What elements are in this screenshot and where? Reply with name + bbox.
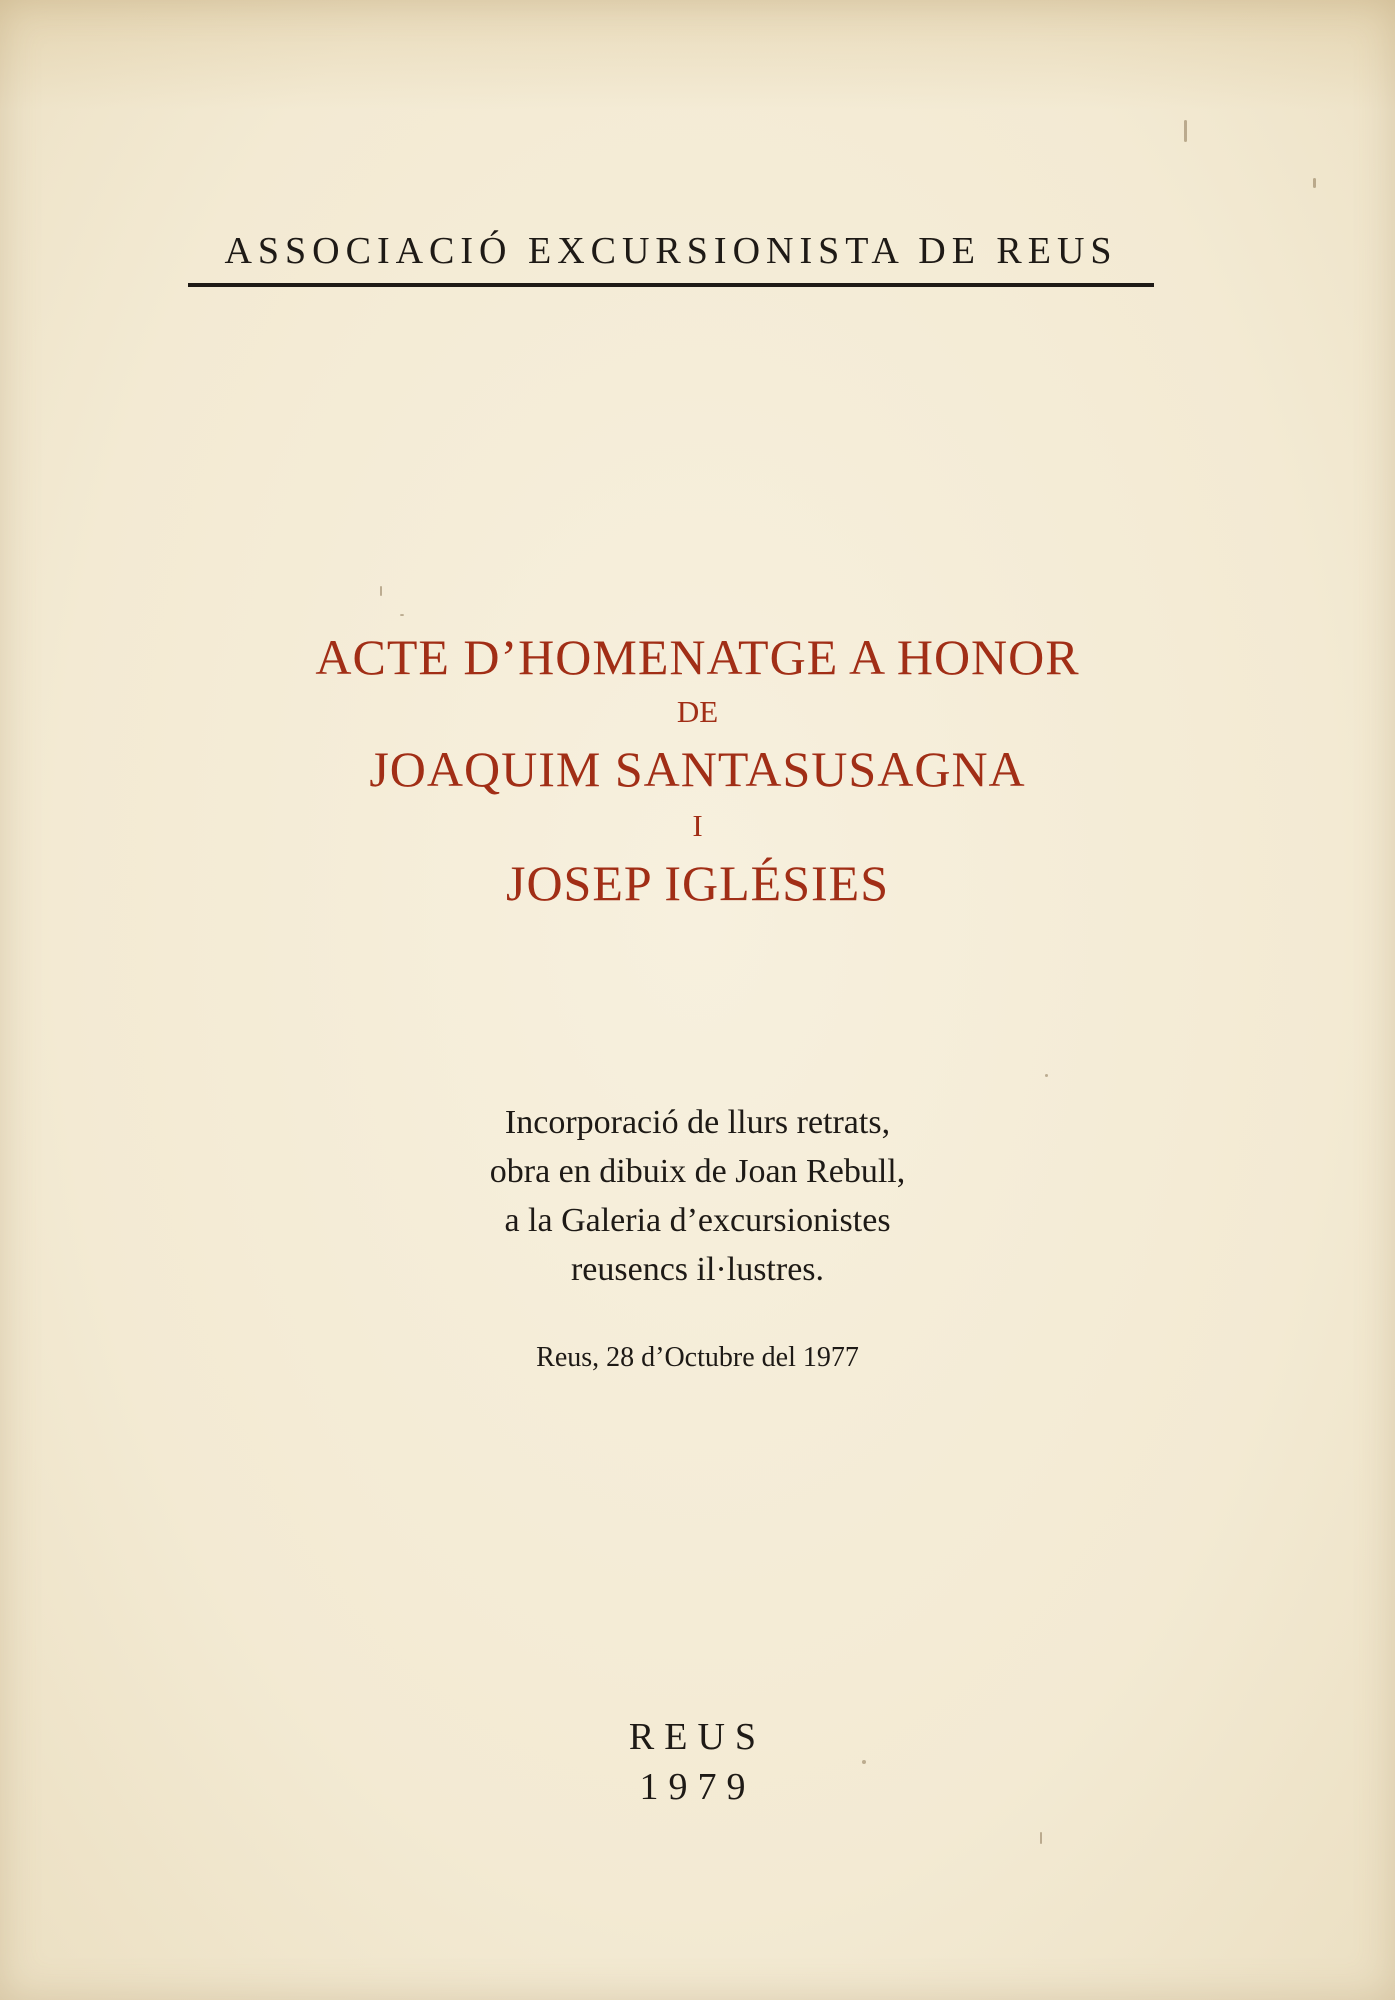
description-line-1: Incorporació de llurs retrats,	[504, 1104, 891, 1141]
paper-speck	[862, 1760, 866, 1764]
imprint	[0, 1712, 1395, 1812]
title-line-1: ACTE D’HOMENATGE A HONOR	[315, 629, 1080, 685]
description-line-2: obra en dibuix de Joan Rebull,	[489, 1153, 906, 1190]
paper-speck	[380, 586, 382, 596]
imprint-place: REUS	[628, 1716, 767, 1758]
title-line-4: I	[692, 808, 703, 843]
paper-speck	[1184, 120, 1187, 142]
description-line-3: a la Galeria d’excursionistes	[504, 1202, 891, 1239]
header-underline	[188, 283, 1154, 287]
paper-speck	[1313, 178, 1316, 188]
event-date: Reus, 28 d’Octubre del 1977	[536, 1342, 859, 1373]
title-line-3: JOAQUIM SANTASUSAGNA	[369, 741, 1026, 797]
description-block	[0, 1098, 1395, 1294]
imprint-year: 1979	[639, 1766, 756, 1808]
paper-speck	[1040, 1832, 1042, 1844]
title-block	[0, 628, 1395, 912]
title-line-2: DE	[676, 694, 719, 729]
description-line-4: reusencs il·lustres.	[570, 1251, 825, 1288]
organization-header: ASSOCIACIÓ EXCURSIONISTA DE REUS	[224, 230, 1118, 272]
paper-aging-band	[0, 0, 1395, 110]
title-line-5: JOSEP IGLÉSIES	[505, 855, 890, 911]
paper-speck	[400, 614, 404, 616]
paper-speck	[1045, 1074, 1048, 1077]
